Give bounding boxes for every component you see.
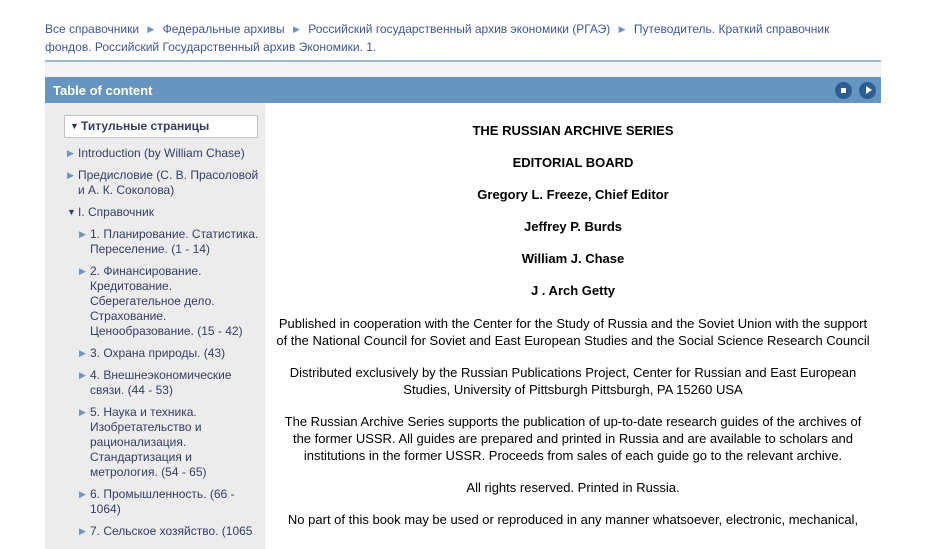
sidebar-item-5-nauka-i-tehnika[interactable] (45, 405, 265, 480)
content-columns (45, 103, 881, 549)
chevron-right-icon: ▶ (79, 407, 86, 417)
chevron-down-icon: ▼ (70, 121, 79, 131)
breadcrumb-link-guide[interactable]: Путеводитель. Краткий справочник фондов. Российский Государственный архив Экономики. 1. (45, 22, 830, 54)
content-heading-editor-getty: J . Arch Getty (530, 283, 616, 298)
panel-title: Table of content (53, 82, 153, 98)
content-heading-editor-burds: Jeffrey P. Burds (523, 219, 623, 234)
sidebar-item-predislovie[interactable] (45, 168, 265, 198)
content-paragraph-rights: All rights reserved. Printed in Russia. (466, 480, 680, 495)
chevron-right-icon: ▶ (79, 526, 86, 536)
sidebar-item-label: 3. Охрана природы. (43) (90, 346, 226, 360)
content-heading-editor-chase: William J. Chase (521, 251, 625, 266)
sidebar-item-label: 1. Планирование. Статистика. Переселение. (1 - 14) (90, 227, 259, 256)
chevron-right-icon: ▶ (79, 229, 86, 239)
sidebar-item-label: Предисловие (С. В. Прасоловой и А. К. Соколова) (78, 168, 259, 197)
breadcrumb-link-federal-archives[interactable]: Федеральные архивы (162, 22, 285, 36)
sidebar-item-7-selskoe-hozyaystvo[interactable] (45, 524, 265, 539)
sidebar-item-3-ohrana-prirody[interactable] (45, 346, 265, 361)
content-paragraph-series-description: The Russian Archive Series supports the publication of up-to-date research guides of the archives of the former USSR. All guides are prepared and printed in Russia and are available to scholars and institutions in the former USSR. Proceeds from sales of each guide go to the relevant archive. (284, 414, 862, 463)
content-heading-series-title: THE RUSSIAN ARCHIVE SERIES (472, 123, 674, 138)
chevron-down-icon: ▼ (67, 207, 76, 217)
stop-icon (841, 88, 846, 93)
collapse-panel-button[interactable] (835, 82, 852, 99)
sidebar-item-label: 2. Финансирование. Кредитование. Сберегательное дело. Страхование. Ценообразование. (15 - 42) (90, 264, 243, 338)
content-heading-editorial-board: EDITORIAL BOARD (512, 155, 634, 170)
breadcrumb (45, 0, 881, 62)
content-heading-chief-editor: Gregory L. Freeze, Chief Editor (477, 187, 669, 202)
chevron-right-icon: ▶ (67, 148, 74, 158)
sidebar-item-label: 4. Внешнеэкономические связи. (44 - 53) (90, 368, 232, 397)
sidebar-item-label: 5. Наука и техника. Изобретательство и рационализация. Стандартизация и метрология. (54 - 65) (90, 405, 207, 479)
content-area (265, 103, 881, 549)
breadcrumb-separator-icon: ▶ (147, 24, 155, 34)
breadcrumb-link-rgae[interactable]: Российский государственный архив экономики (РГАЭ) (308, 22, 611, 36)
breadcrumb-separator-icon: ▶ (293, 24, 300, 34)
sidebar-item-label: I. Справочник (78, 205, 154, 219)
content-paragraph-distribution: Distributed exclusively by the Russian Publications Project, Center for Russian and East European Studies, University of Pittsburgh Pittsburgh, PA 15260 USA (289, 365, 857, 397)
header-spacer (45, 62, 881, 77)
breadcrumb-separator-icon: ▶ (618, 24, 626, 34)
sidebar-item-label: Титульные страницы (81, 119, 210, 133)
chevron-right-icon: ▶ (79, 370, 86, 380)
page (45, 0, 881, 549)
chevron-right-icon: ▶ (67, 170, 74, 180)
breadcrumb-link-all-directories[interactable]: Все справочники (45, 22, 140, 36)
chevron-right-icon: ▶ (79, 348, 86, 358)
sidebar-item-2-finansirovanie[interactable] (45, 264, 265, 339)
sidebar-item-label: Introduction (by William Chase) (78, 146, 245, 160)
sidebar-item-title-pages[interactable] (64, 115, 258, 138)
toc-sidebar (45, 103, 265, 549)
play-icon (866, 86, 872, 94)
sidebar-item-label: 7. Сельское хозяйство. (1065 (90, 524, 253, 538)
chevron-right-icon: ▶ (79, 266, 86, 276)
sidebar-item-introduction[interactable] (45, 146, 265, 161)
sidebar-item-spravochnik[interactable] (45, 205, 265, 220)
expand-panel-button[interactable] (859, 82, 876, 99)
sidebar-item-1-planirovanie[interactable] (45, 227, 265, 257)
sidebar-item-label: 6. Промышленность. (66 - 1064) (90, 487, 235, 516)
chevron-right-icon: ▶ (79, 489, 86, 499)
panel-toolbar (45, 77, 881, 103)
sidebar-item-6-promyshlennost[interactable] (45, 487, 265, 517)
content-paragraph-cooperation: Published in cooperation with the Center for the Study of Russia and the Soviet Union with the support of the National Council for Soviet and East European Studies and the Social Science Research Council (276, 316, 870, 348)
sidebar-item-4-vneshneekonomicheskie[interactable] (45, 368, 265, 398)
content-paragraph-no-reproduction: No part of this book may be used or reproduced in any manner whatsoever, electronic, mechanical, (287, 512, 859, 527)
